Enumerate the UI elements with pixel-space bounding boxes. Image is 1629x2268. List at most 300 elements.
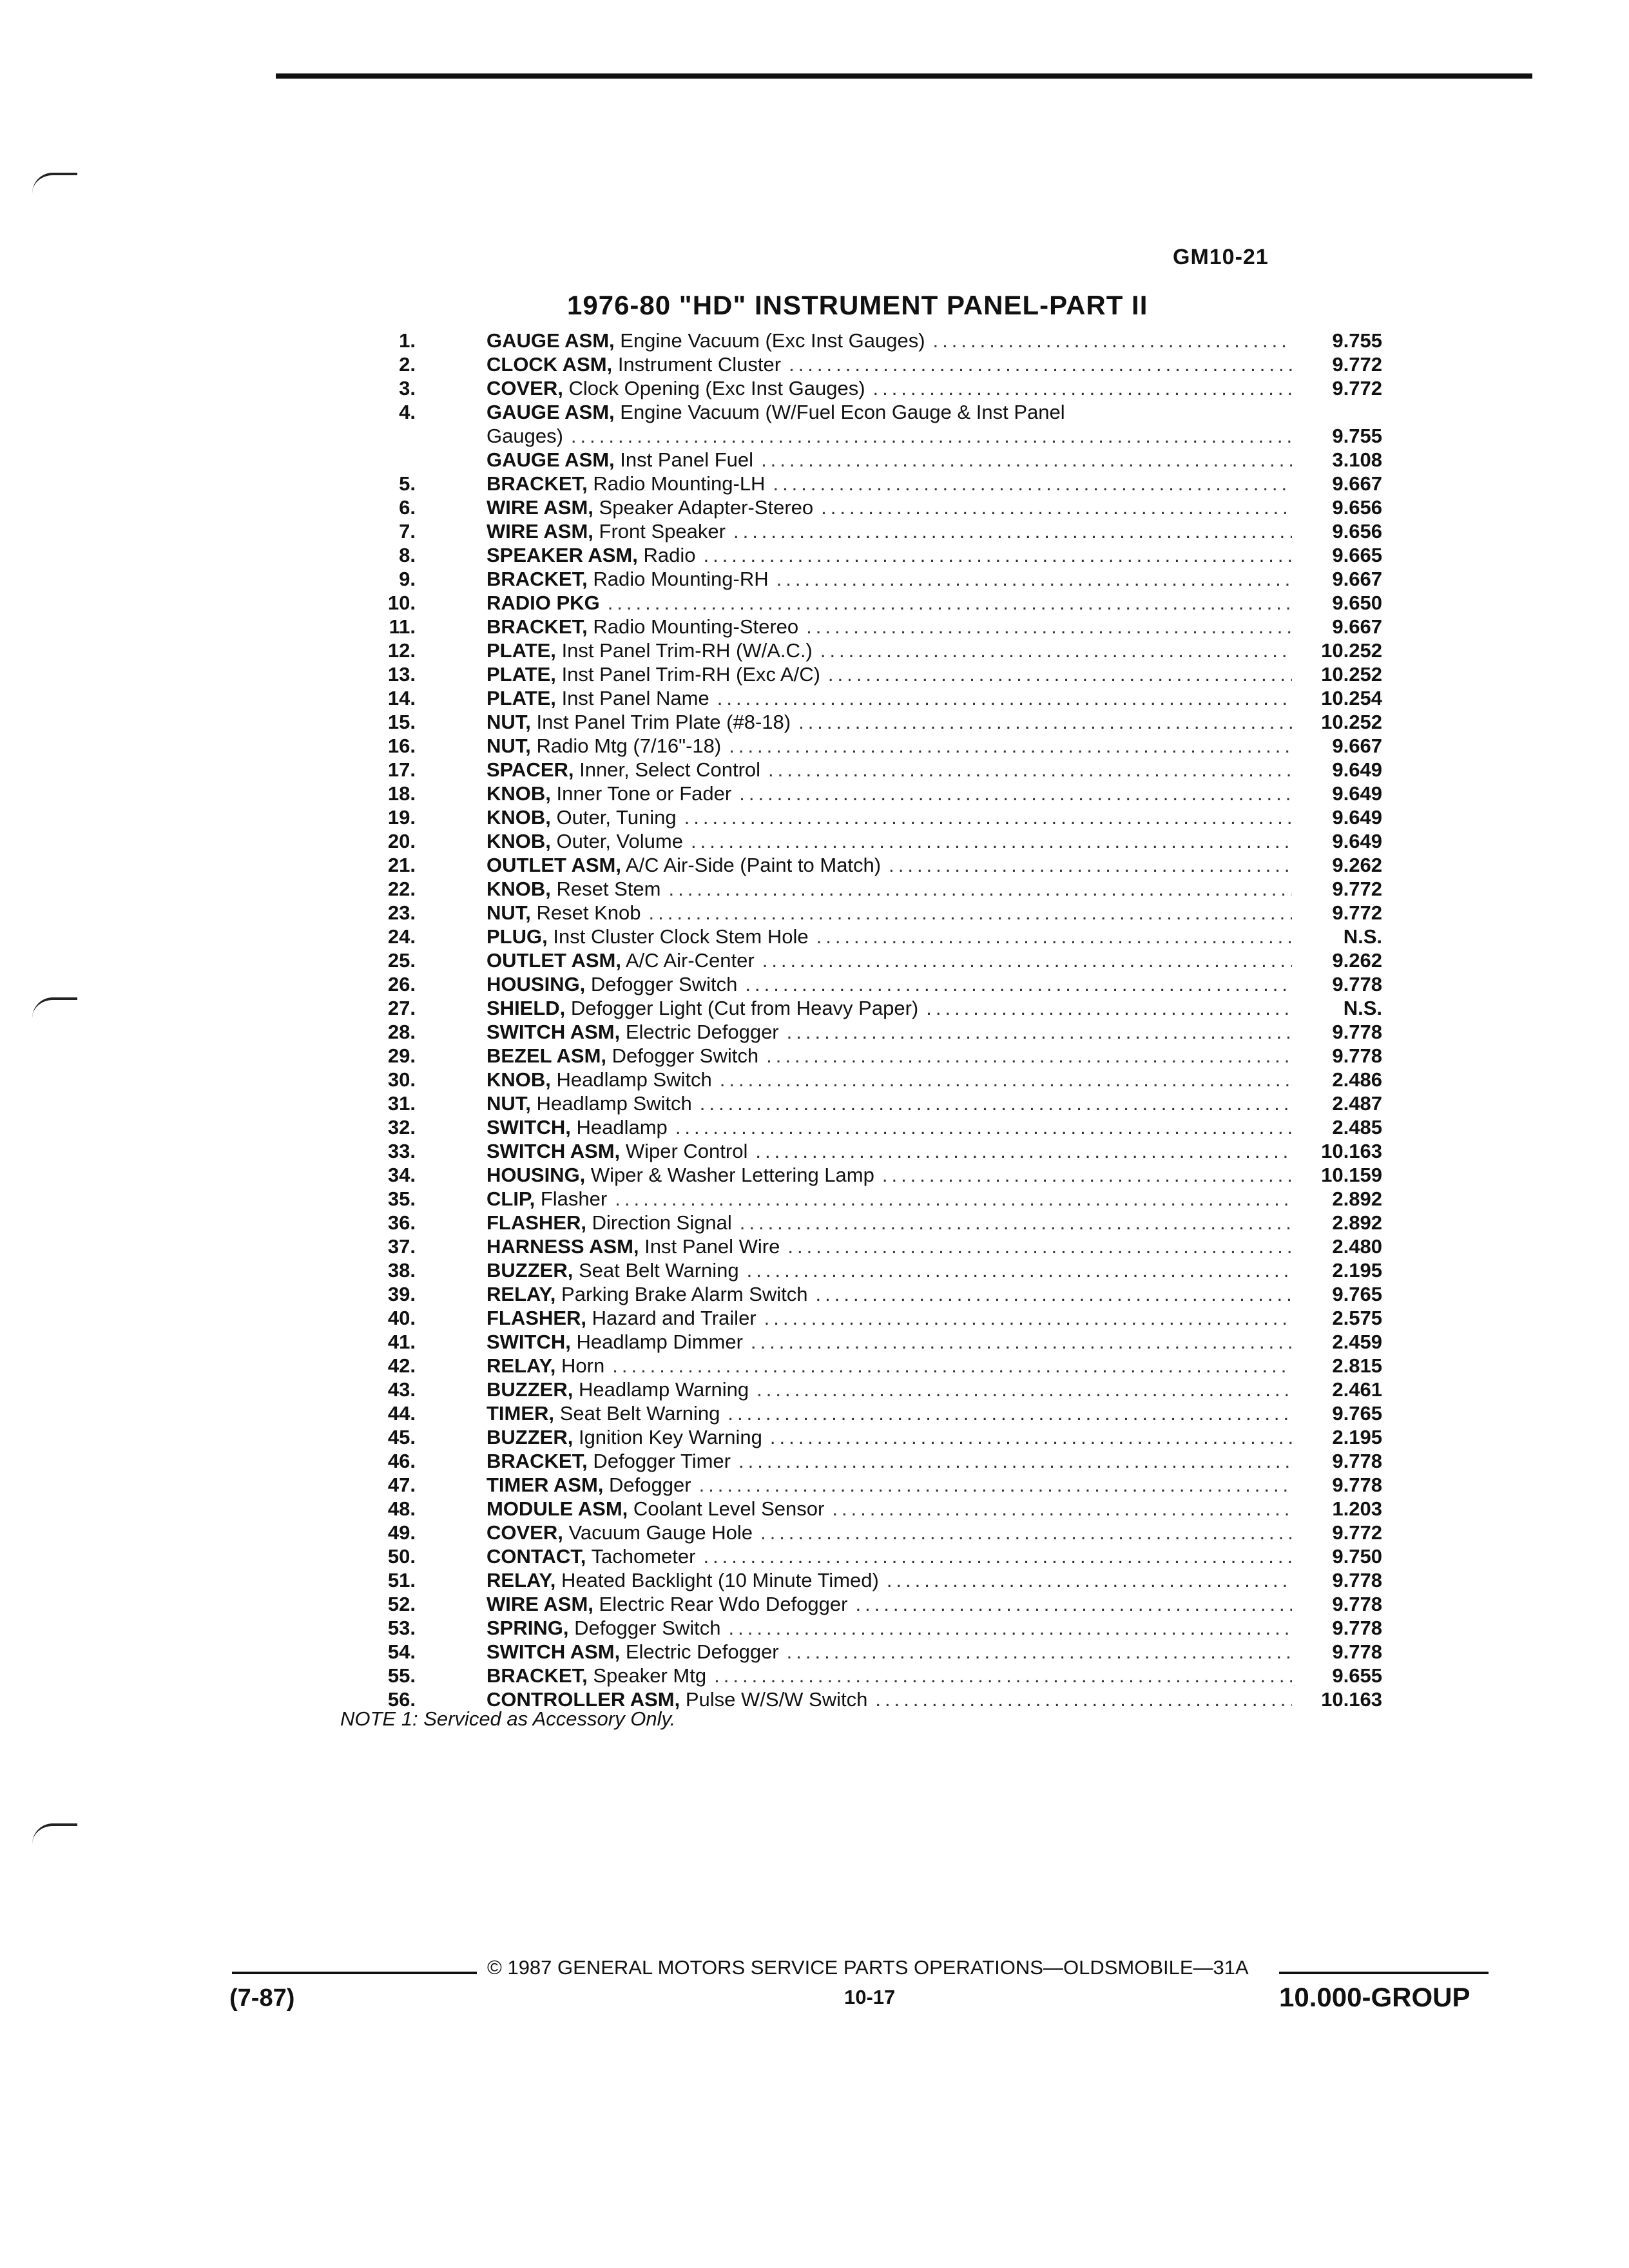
part-name: PLATE, (487, 639, 556, 662)
item-number: 14. (387, 687, 416, 709)
item-description (487, 472, 1292, 495)
page-code: GM10-21 (1173, 245, 1269, 269)
group-number: 9.765 (1332, 1283, 1382, 1305)
part-name: KNOB, (487, 1068, 551, 1091)
item-description (487, 686, 1292, 710)
group-number: 2.486 (1332, 1068, 1382, 1091)
part-name: BRACKET, (487, 568, 588, 590)
part-name: TIMER, (487, 1402, 555, 1425)
part-detail: Instrument Cluster (617, 353, 782, 376)
footer-page-number: 10-17 (844, 1986, 896, 2008)
item-description (487, 1187, 1292, 1211)
item-description (487, 615, 1292, 639)
footer-copyright: © 1987 GENERAL MOTORS SERVICE PARTS OPERATIONS—OLDSMOBILE—31A (487, 1956, 1249, 1979)
dot-leader (733, 519, 1292, 543)
item-description (487, 1139, 1292, 1163)
dot-leader (882, 1163, 1292, 1187)
item-number: 26. (387, 973, 416, 995)
item-description (487, 1497, 1292, 1521)
item-description (487, 376, 1292, 400)
table-row (338, 1163, 1382, 1187)
part-name: GAUGE ASM, (487, 401, 615, 423)
part-name: GAUGE ASM, (487, 329, 615, 352)
part-detail: Inst Panel Trim-RH (Exc A/C) (561, 663, 820, 686)
part-detail: Inner, Select Control (579, 758, 761, 781)
dot-leader (787, 1235, 1292, 1258)
group-number: 2.195 (1332, 1426, 1382, 1448)
table-row (338, 1306, 1382, 1330)
item-description (487, 591, 1292, 615)
table-row (338, 1187, 1382, 1211)
dot-leader (926, 996, 1292, 1020)
table-row (338, 1544, 1382, 1568)
dot-leader (612, 1354, 1292, 1378)
table-row (338, 567, 1382, 591)
table-row (338, 686, 1382, 710)
item-number: 45. (387, 1426, 416, 1448)
table-row (338, 734, 1382, 758)
part-detail: Electric Rear Wdo Defogger (599, 1593, 848, 1615)
item-number: 10. (387, 591, 416, 614)
dot-leader (768, 758, 1292, 782)
part-detail-continued: Gauges) (487, 425, 563, 447)
group-number: 9.649 (1332, 758, 1382, 781)
part-detail: Heated Backlight (10 Minute Timed) (561, 1569, 879, 1591)
table-row (338, 1139, 1382, 1163)
group-number: 2.485 (1332, 1116, 1382, 1139)
group-number: 9.778 (1332, 1569, 1382, 1591)
item-number: 18. (387, 782, 416, 805)
item-number: 42. (387, 1354, 416, 1377)
part-detail: Parking Brake Alarm Switch (561, 1283, 808, 1305)
item-description (487, 519, 1292, 543)
dot-leader (761, 448, 1292, 472)
item-number: 9. (399, 568, 416, 590)
table-row (338, 472, 1382, 495)
part-detail: Ignition Key Warning (578, 1426, 762, 1448)
part-detail: Wiper & Washer Lettering Lamp (590, 1164, 874, 1186)
part-name: PLATE, (487, 663, 556, 686)
part-detail: Radio Mounting-RH (593, 568, 769, 590)
dot-leader (739, 782, 1292, 805)
group-number: 2.459 (1332, 1331, 1382, 1353)
part-detail: Reset Knob (536, 901, 641, 924)
part-detail: Defogger Light (Cut from Heavy Paper) (570, 997, 919, 1019)
item-number: 35. (387, 1187, 416, 1210)
dot-leader (729, 1616, 1292, 1640)
part-detail: Electric Defogger (625, 1021, 779, 1043)
dot-leader (755, 1139, 1292, 1163)
part-detail: Direction Signal (592, 1211, 732, 1234)
item-description (487, 1235, 1292, 1258)
item-number: 48. (387, 1497, 416, 1520)
table-row (338, 925, 1382, 948)
group-number: 9.649 (1332, 806, 1382, 829)
part-detail: Outer, Tuning (556, 806, 677, 829)
group-number: 9.667 (1332, 472, 1382, 495)
group-number: 9.772 (1332, 1521, 1382, 1544)
part-name: HARNESS ASM, (487, 1235, 639, 1258)
item-description (487, 352, 1292, 376)
item-number: 7. (399, 520, 416, 543)
item-description (487, 1568, 1292, 1592)
dot-leader (703, 1544, 1292, 1568)
dot-leader (816, 925, 1292, 948)
part-detail: Hazard and Trailer (592, 1307, 757, 1329)
item-number: 39. (387, 1283, 416, 1305)
part-name: BRACKET, (487, 1450, 588, 1472)
hole-punch-mark (32, 997, 77, 1018)
group-number: 10.163 (1321, 1688, 1382, 1711)
part-name: GAUGE ASM, (487, 448, 615, 471)
item-number: 56. (387, 1688, 416, 1711)
part-name: HOUSING, (487, 1164, 586, 1186)
top-rule (276, 73, 1532, 79)
item-number: 21. (387, 854, 416, 876)
parts-list (338, 329, 1382, 1711)
part-name: BUZZER, (487, 1259, 574, 1282)
dot-leader (855, 1592, 1292, 1616)
table-row (338, 662, 1382, 686)
footer-rule-right (1279, 1972, 1489, 1974)
part-detail: Inst Panel Trim Plate (#8-18) (536, 711, 791, 733)
dot-leader (684, 805, 1292, 829)
part-name: SWITCH, (487, 1331, 571, 1353)
table-row (338, 1640, 1382, 1664)
dot-leader (762, 948, 1292, 972)
part-name: KNOB, (487, 806, 551, 829)
group-number: 9.649 (1332, 782, 1382, 805)
item-number: 38. (387, 1259, 416, 1282)
hole-punch-mark (32, 1823, 77, 1844)
group-number: 9.656 (1332, 520, 1382, 543)
part-detail: Flasher (540, 1187, 608, 1210)
item-number: 11. (389, 615, 416, 638)
item-number: 29. (387, 1044, 416, 1067)
part-detail: Headlamp Switch (556, 1068, 712, 1091)
group-number: 2.487 (1332, 1092, 1382, 1115)
dot-leader (832, 1497, 1292, 1521)
part-detail: Vacuum Gauge Hole (568, 1521, 753, 1544)
item-description (487, 1592, 1292, 1616)
item-description (487, 662, 1292, 686)
part-name: NUT, (487, 711, 531, 733)
part-name: SWITCH, (487, 1116, 571, 1139)
footer-date: (7-87) (229, 1984, 295, 2012)
item-number: 31. (387, 1092, 416, 1115)
dot-leader (717, 686, 1292, 710)
item-number: 50. (387, 1545, 416, 1568)
item-description (487, 734, 1292, 758)
table-row (338, 1592, 1382, 1616)
item-number: 46. (387, 1450, 416, 1472)
dot-leader (773, 472, 1292, 495)
group-number: 9.778 (1332, 1474, 1382, 1496)
item-description (487, 1354, 1292, 1378)
dot-leader (770, 1425, 1292, 1449)
dot-leader (728, 1401, 1292, 1425)
dot-leader (757, 1378, 1292, 1401)
item-description (487, 495, 1292, 519)
item-description (487, 1091, 1292, 1115)
part-detail: Electric Defogger (625, 1640, 779, 1663)
item-description (487, 639, 1292, 662)
dot-leader (889, 853, 1292, 877)
item-description (487, 877, 1292, 901)
part-detail: A/C Air-Center (625, 949, 755, 972)
dot-leader (787, 1020, 1292, 1044)
item-description (487, 1211, 1292, 1235)
dot-leader (787, 1640, 1292, 1664)
item-description (487, 853, 1292, 877)
dot-leader (571, 424, 1292, 448)
part-name: NUT, (487, 901, 531, 924)
dot-leader (873, 376, 1292, 400)
part-name: HOUSING, (487, 973, 586, 995)
dot-leader (714, 1664, 1292, 1687)
part-detail: Inst Cluster Clock Stem Hole (553, 925, 809, 948)
table-row (338, 782, 1382, 805)
item-description (487, 1020, 1292, 1044)
part-name: NUT, (487, 1092, 531, 1115)
item-number: 28. (387, 1021, 416, 1043)
part-name: NUT, (487, 735, 531, 757)
item-description (487, 1330, 1292, 1354)
item-number: 15. (387, 711, 416, 733)
item-description (487, 782, 1292, 805)
part-detail: Pulse W/S/W Switch (685, 1688, 868, 1711)
part-detail: Headlamp Dimmer (576, 1331, 743, 1353)
dot-leader (729, 734, 1292, 758)
part-detail: Wiper Control (625, 1140, 748, 1162)
part-name: CLIP, (487, 1187, 535, 1210)
group-number: 9.667 (1332, 568, 1382, 590)
part-name: OUTLET ASM, (487, 949, 621, 972)
item-number: 5. (399, 472, 416, 495)
item-number: 40. (387, 1307, 416, 1329)
table-row (338, 1521, 1382, 1544)
dot-leader (691, 829, 1292, 853)
item-description (487, 758, 1292, 782)
item-number: 17. (387, 758, 416, 781)
part-detail: Front Speaker (599, 520, 726, 543)
item-description (487, 1544, 1292, 1568)
part-name: CONTROLLER ASM, (487, 1688, 680, 1711)
part-name: WIRE ASM, (487, 496, 593, 519)
group-number: 9.772 (1332, 878, 1382, 900)
item-description (487, 996, 1292, 1020)
item-number: 53. (387, 1617, 416, 1639)
part-name: SWITCH ASM, (487, 1021, 621, 1043)
table-row (338, 1568, 1382, 1592)
item-description (487, 1616, 1292, 1640)
part-name: FLASHER, (487, 1211, 586, 1234)
table-row (338, 1330, 1382, 1354)
item-number: 43. (387, 1378, 416, 1401)
dot-leader (700, 1091, 1292, 1115)
dot-leader (816, 1282, 1292, 1306)
dot-leader (764, 1306, 1292, 1330)
table-row (338, 329, 1382, 352)
part-detail: Seat Belt Warning (578, 1259, 739, 1282)
table-row (338, 1068, 1382, 1091)
part-detail: Radio (643, 544, 696, 566)
item-description (487, 901, 1292, 925)
item-description (487, 1401, 1292, 1425)
part-detail: Headlamp Warning (578, 1378, 749, 1401)
table-row (338, 853, 1382, 877)
part-detail: Seat Belt Warning (559, 1402, 720, 1425)
item-number: 47. (387, 1474, 416, 1496)
item-number: 16. (387, 735, 416, 757)
item-number: 34. (387, 1164, 416, 1186)
dot-leader (675, 1115, 1292, 1139)
item-description (487, 1640, 1292, 1664)
table-row (338, 1282, 1382, 1306)
group-number: 10.159 (1321, 1164, 1382, 1186)
part-name: BUZZER, (487, 1378, 574, 1401)
item-description (487, 1258, 1292, 1282)
part-detail: Speaker Adapter-Stereo (599, 496, 814, 519)
dot-leader (738, 1449, 1292, 1473)
group-number: 10.252 (1321, 639, 1382, 662)
part-detail: Radio Mtg (7/16"-18) (536, 735, 722, 757)
table-row (338, 1115, 1382, 1139)
item-number: 3. (399, 377, 416, 399)
part-detail: Defogger Switch (590, 973, 738, 995)
part-detail: Speaker Mtg (593, 1664, 707, 1687)
item-description (487, 972, 1292, 996)
item-description (487, 1425, 1292, 1449)
table-row (338, 1664, 1382, 1687)
dot-leader (806, 615, 1292, 639)
part-detail: Engine Vacuum (W/Fuel Econ Gauge & Inst Panel (620, 401, 1065, 423)
part-detail: Coolant Level Sensor (633, 1497, 825, 1520)
group-number: 9.772 (1332, 377, 1382, 399)
part-name: SPRING, (487, 1617, 569, 1639)
item-number: 49. (387, 1521, 416, 1544)
item-number: 52. (387, 1593, 416, 1615)
part-detail: Defogger Switch (612, 1044, 759, 1067)
page-title: 1976-80 "HD" INSTRUMENT PANEL-PART II (567, 290, 1148, 320)
table-row (338, 400, 1382, 448)
dot-leader (766, 1044, 1292, 1068)
table-row (338, 1449, 1382, 1473)
item-description (487, 1521, 1292, 1544)
dot-leader (887, 1568, 1292, 1592)
group-number: 9.765 (1332, 1402, 1382, 1425)
item-description (487, 829, 1292, 853)
table-row (338, 758, 1382, 782)
dot-leader (649, 901, 1292, 925)
group-number: 2.892 (1332, 1187, 1382, 1210)
item-number: 37. (387, 1235, 416, 1258)
dot-leader (699, 1473, 1292, 1497)
item-number: 23. (387, 901, 416, 924)
group-number: 9.772 (1332, 353, 1382, 376)
footer-rule-left (232, 1972, 477, 1974)
part-detail: Engine Vacuum (Exc Inst Gauges) (620, 329, 925, 352)
item-description (487, 710, 1292, 734)
table-row (338, 639, 1382, 662)
part-name: WIRE ASM, (487, 1593, 593, 1615)
group-number: 10.163 (1321, 1140, 1382, 1162)
part-name: BRACKET, (487, 615, 588, 638)
part-detail: Reset Stem (556, 878, 661, 900)
group-number: 9.778 (1332, 1640, 1382, 1663)
table-row (338, 519, 1382, 543)
dot-leader (760, 1521, 1292, 1544)
table-row (338, 1354, 1382, 1378)
item-number: 44. (387, 1402, 416, 1425)
group-number: 9.778 (1332, 1044, 1382, 1067)
item-number: 4. (399, 401, 416, 423)
part-detail: Clock Opening (Exc Inst Gauges) (568, 377, 865, 399)
dot-leader (828, 662, 1292, 686)
table-row (338, 376, 1382, 400)
part-name: BUZZER, (487, 1426, 574, 1448)
table-row (338, 543, 1382, 567)
part-name: RELAY, (487, 1283, 556, 1305)
part-name: RELAY, (487, 1569, 556, 1591)
item-number: 8. (399, 544, 416, 566)
part-name: RELAY, (487, 1354, 556, 1377)
dot-leader (720, 1068, 1292, 1091)
part-name: BRACKET, (487, 1664, 588, 1687)
group-number: 9.665 (1332, 544, 1382, 566)
table-row (338, 1091, 1382, 1115)
table-row (338, 1020, 1382, 1044)
dot-leader (703, 543, 1292, 567)
item-description (487, 1163, 1292, 1187)
item-description (487, 1044, 1292, 1068)
part-name: WIRE ASM, (487, 520, 593, 543)
part-name: CONTACT, (487, 1545, 586, 1568)
table-row (338, 1425, 1382, 1449)
hole-punch-mark (32, 173, 77, 193)
item-number: 24. (387, 925, 416, 948)
group-number: 9.750 (1332, 1545, 1382, 1568)
item-number: 20. (387, 830, 416, 852)
group-number: 9.667 (1332, 615, 1382, 638)
item-description (487, 448, 1292, 472)
group-number: 10.252 (1321, 711, 1382, 733)
item-number: 19. (387, 806, 416, 829)
dot-leader (798, 710, 1292, 734)
dot-leader (821, 495, 1292, 519)
group-number: 9.778 (1332, 1593, 1382, 1615)
table-row (338, 972, 1382, 996)
part-name: COVER, (487, 1521, 563, 1544)
dot-leader (747, 1258, 1292, 1282)
dot-leader (820, 639, 1292, 662)
dot-leader (789, 352, 1292, 376)
table-row (338, 996, 1382, 1020)
part-detail: Defogger (609, 1474, 691, 1496)
dot-leader (875, 1687, 1292, 1711)
part-detail: Radio Mounting-LH (593, 472, 766, 495)
group-number: 9.778 (1332, 1450, 1382, 1472)
table-row (338, 448, 1382, 472)
item-description (487, 1378, 1292, 1401)
group-number: 10.252 (1321, 663, 1382, 686)
part-detail: Tachometer (591, 1545, 696, 1568)
group-number: 1.203 (1332, 1497, 1382, 1520)
part-name: PLUG, (487, 925, 548, 948)
table-row (338, 495, 1382, 519)
item-description (487, 1306, 1292, 1330)
group-number: N.S. (1343, 997, 1382, 1019)
